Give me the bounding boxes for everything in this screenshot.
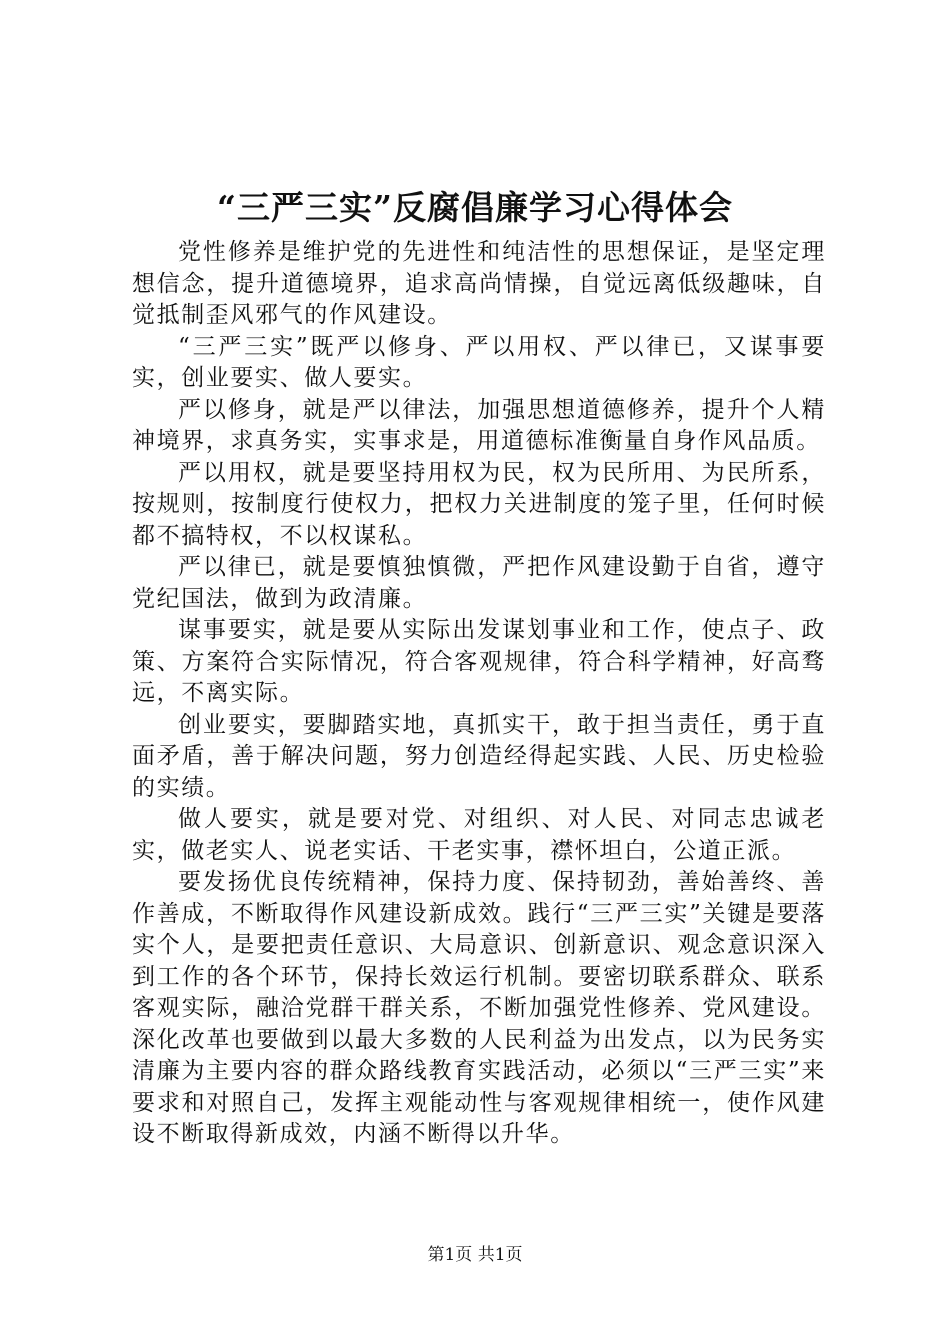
paragraph-1: 党性修养是维护党的先进性和纯洁性的思想保证，是坚定理想信念，提升道德境界，追求高尚情操，自觉远离低级趣味，自觉抵制歪风邪气的作风建设。 bbox=[132, 239, 826, 328]
page-number-footer: 第1页 共1页 bbox=[427, 1245, 523, 1265]
paragraph-2: “三严三实”既严以修身、严以用权、严以律已，又谋事要实，创业要实、做人要实。 bbox=[132, 333, 826, 391]
paragraph-6: 谋事要实，就是要从实际出发谋划事业和工作，使点子、政策、方案符合实际情况，符合客观规律，符合科学精神，好高骛远，不离实际。 bbox=[132, 617, 826, 706]
document-title: “三严三实”反腐倡廉学习心得体会 bbox=[217, 188, 733, 227]
paragraph-3: 严以修身，就是严以律法，加强思想道德修养，提升个人精神境界，求真务实，实事求是，用道德标准衡量自身作风品质。 bbox=[132, 396, 826, 454]
paragraph-5: 严以律已，就是要慎独慎微，严把作风建设勤于自省，遵守党纪国法，做到为政清廉。 bbox=[132, 554, 826, 612]
paragraph-4: 严以用权，就是要坚持用权为民，权为民所用、为民所系，按规则，按制度行使权力，把权力关进制度的笼子里，任何时候都不搞特权，不以权谋私。 bbox=[132, 459, 826, 549]
paragraph-8: 做人要实，就是要对党、对组织、对人民、对同志忠诚老实，做老实人、说老实话、干老实事，襟怀坦白，公道正派。 bbox=[132, 806, 826, 864]
paragraph-7: 创业要实，要脚踏实地，真抓实干，敢于担当责任，勇于直面矛盾，善于解决问题，努力创造经得起实践、人民、历史检验的实绩。 bbox=[132, 711, 826, 801]
document-body bbox=[132, 237, 826, 1151]
paragraph-9: 要发扬优良传统精神，保持力度、保持韧劲，善始善终、善作善成，不断取得作风建设新成效。践行“三严三实”关键是要落实个人，是要把责任意识、大局意识、创新意识、观念意识深入到工作的各个环节，保持长效运行机制。要密切联系群众、联系客观实际，融洽党群干群关系，不断加强党性修养、党风建设。深化改革也要做到以最大多数的人民利益为出发点，以为民务实清廉为主要内容的群众路线教育实践活动，必须以“三严三实”来要求和对照自己，发挥主观能动性与客观规律相统一，使作风建设不断取得新成效，内涵不断得以升华。 bbox=[132, 869, 826, 1147]
